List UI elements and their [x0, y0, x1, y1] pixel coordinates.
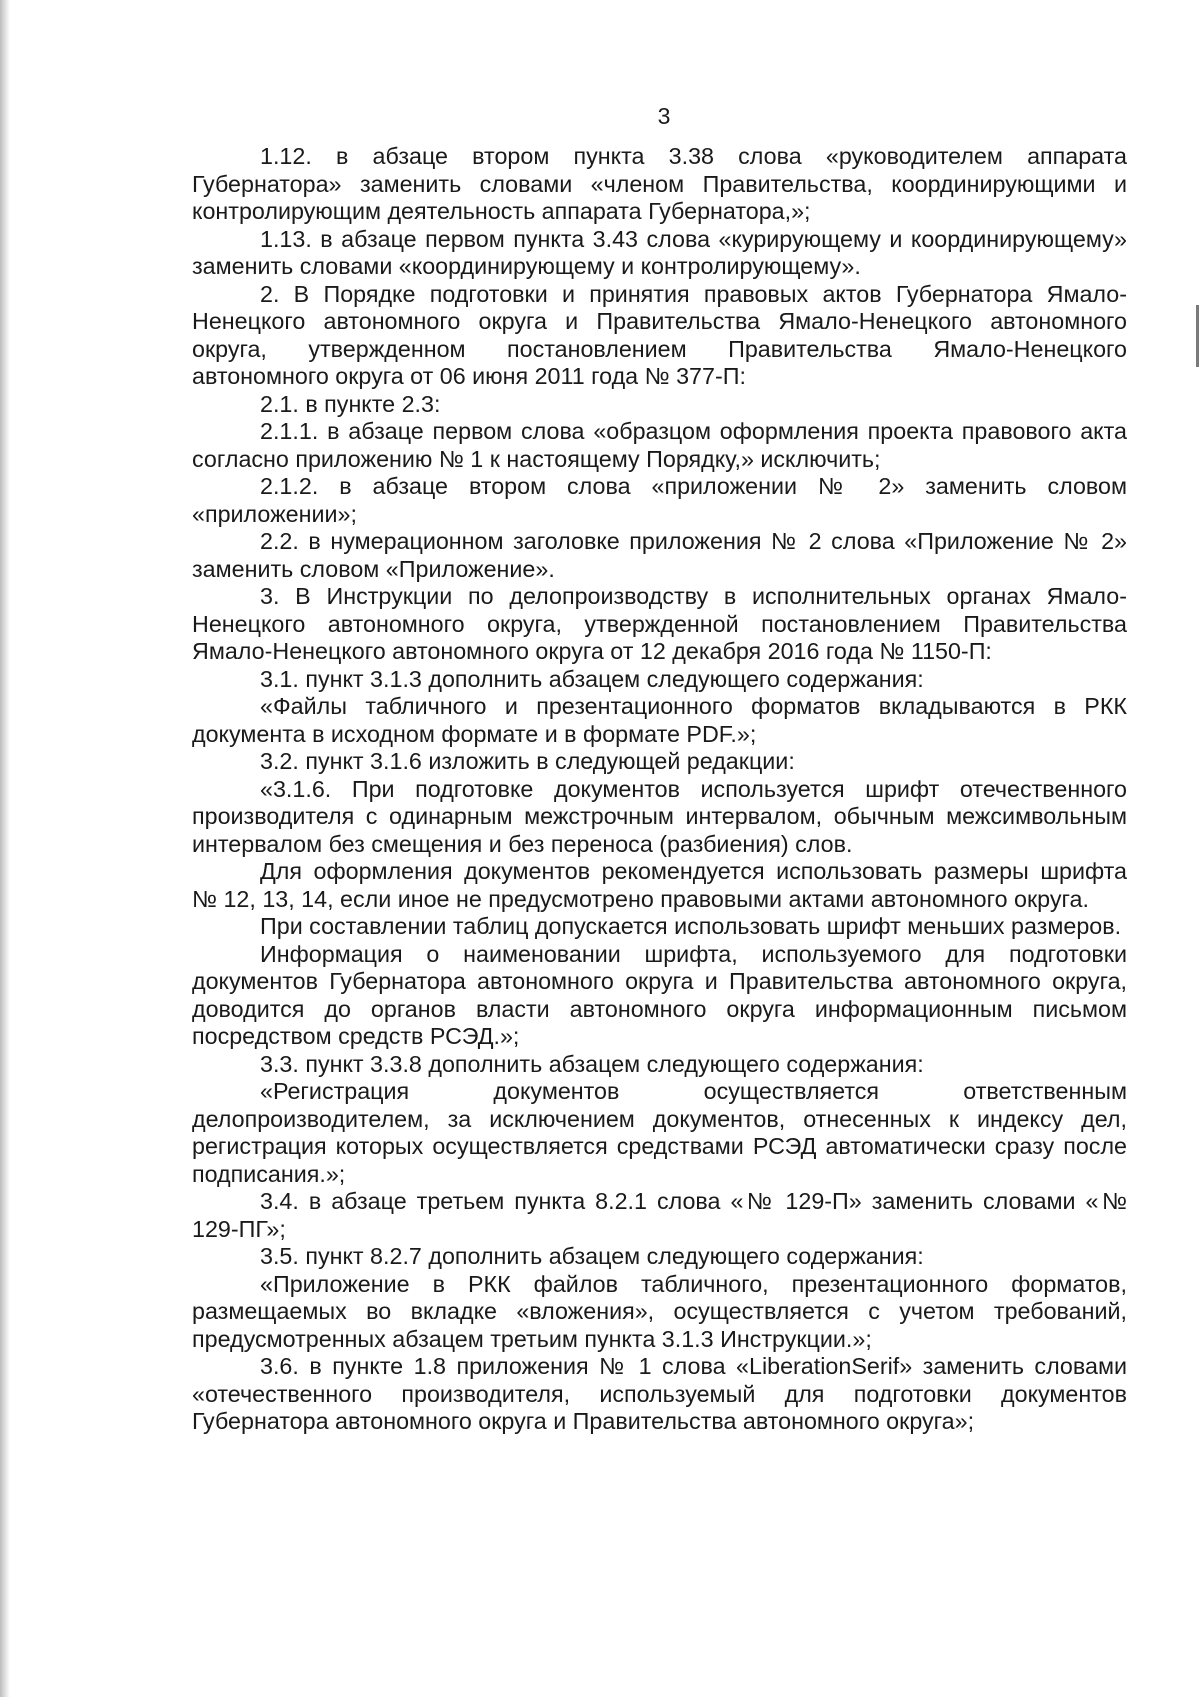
paragraph-3-5-quote: «Приложение в РКК файлов табличного, презентационного форматов, размещаемых во вкладке «вложения», осуществляется с учетом требований, предусмотренных абзацем третьим пункта 3.1.3 Инструкции.»;	[192, 1270, 1127, 1352]
paragraph-3-1-quote: «Файлы табличного и презентационного форматов вкладываются в РКК документа в исходном формате и в формате PDF.»;	[192, 693, 1127, 747]
page-number: 3	[657, 103, 671, 129]
scan-left-edge	[0, 0, 10, 1697]
paragraph-font-info: Информация о наименовании шрифта, используемого для подготовки документов Губернатора автономного округа и Правительства автономного округа, доводится до органов власти автономного округа информационным письмом посредством средств РСЭД.»;	[192, 940, 1127, 1049]
paragraph-3-5: 3.5. пункт 8.2.7 дополнить абзацем следующего содержания:	[260, 1243, 924, 1269]
paragraph-3-1-6-quote: «3.1.6. При подготовке документов используется шрифт отечественного производителя с одинарным межстрочным интервалом, обычным межсимвольным интервалом без смещения и без переноса (разбиения) слов.	[192, 775, 1127, 857]
document-body	[192, 143, 1127, 1436]
paragraph-2-1: 2.1. в пункте 2.3:	[260, 390, 441, 417]
paragraph-2: 2. В Порядке подготовки и принятия правовых актов Губернатора Ямало-Ненецкого автономного округа и Правительства Ямало-Ненецкого автономного округа, утвержденном постановлением Правительства Ямало-Ненецкого автономного округа от 06 июня 2011 года № 377-П:	[192, 280, 1127, 389]
paragraph-1-13: 1.13. в абзаце первом пункта 3.43 слова «курирующему и координирующему» заменить словами «координирующему и контролирующему».	[192, 225, 1127, 279]
paragraph-2-2: 2.2. в нумерационном заголовке приложения № 2 слова «Приложение № 2» заменить словом «Приложение».	[192, 528, 1127, 582]
paragraph-2-1-1: 2.1.1. в абзаце первом слова «образцом оформления проекта правового акта согласно приложению № 1 к настоящему Порядку,» исключить;	[192, 418, 1127, 472]
paragraph-3-3-quote: «Регистрация документов осуществляется ответственным делопроизводителем, за исключением документов, отнесенных к индексу дел, регистрация которых осуществляется средствами РСЭД автоматически сразу после подписания.»;	[192, 1078, 1127, 1187]
paragraph-tables-font: При составлении таблиц допускается использовать шрифт меньших размеров.	[260, 913, 1122, 939]
paragraph-3-1: 3.1. пункт 3.1.3 дополнить абзацем следующего содержания:	[260, 665, 924, 692]
paragraph-3: 3. В Инструкции по делопроизводству в исполнительных органах Ямало-Ненецкого автономного округа, утвержденной постановлением Правительства Ямало-Ненецкого автономного округа от 12 декабря 2016 года № 1150-П:	[192, 583, 1127, 664]
paragraph-font-sizes: Для оформления документов рекомендуется использовать размеры шрифта № 12, 13, 14, если иное не предусмотрено правовыми актами автономного округа.	[192, 858, 1127, 912]
paragraph-1-12: 1.12. в абзаце втором пункта 3.38 слова «руководителем аппарата Губернатора» заменить словами «членом Правительства, координирующими и контролирующим деятельность аппарата Губернатора,»;	[192, 143, 1127, 224]
paragraph-3-2: 3.2. пункт 3.1.6 изложить в следующей редакции:	[260, 748, 795, 774]
paragraph-2-1-2: 2.1.2. в абзаце втором слова «приложении № 2» заменить словом «приложении»;	[192, 473, 1127, 527]
paragraph-3-4: 3.4. в абзаце третьем пункта 8.2.1 слова «№ 129-П» заменить словами «№ 129-ПГ»;	[192, 1188, 1127, 1242]
paragraph-3-3: 3.3. пункт 3.3.8 дополнить абзацем следующего содержания:	[260, 1050, 924, 1077]
scan-right-mark	[1196, 305, 1199, 367]
paragraph-3-6: 3.6. в пункте 1.8 приложения № 1 слова «LiberationSerif» заменить словами «отечественного производителя, используемый для подготовки документов Губернатора автономного округа и Правительства автономного округа»;	[192, 1353, 1127, 1434]
